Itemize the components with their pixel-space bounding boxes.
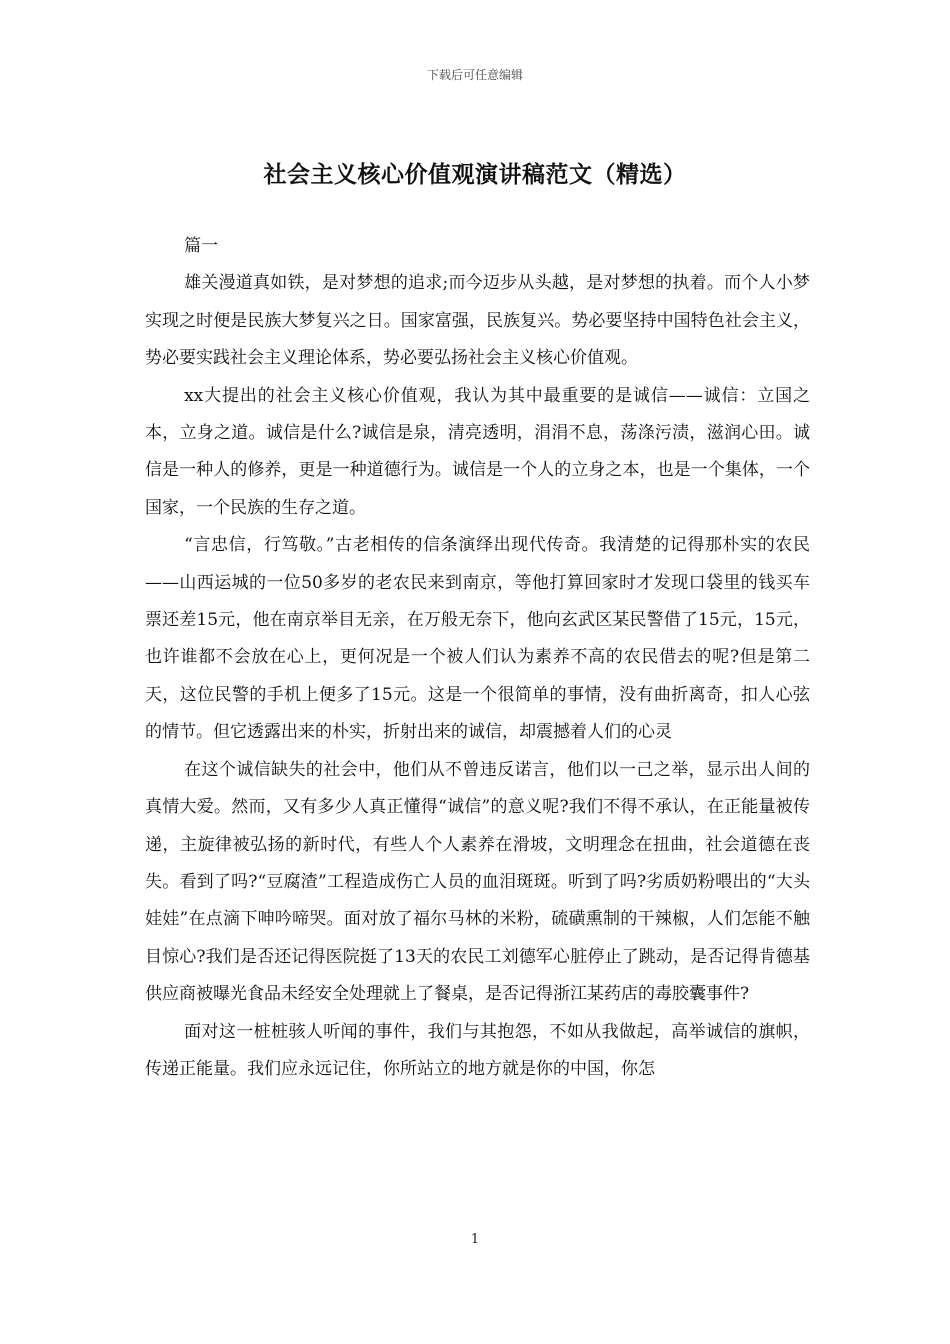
document-body	[145, 228, 810, 1088]
paragraph: xx大提出的社会主义核心价值观，我认为其中最重要的是诚信——诚信：立国之本，立身之道。诚信是什么?诚信是泉，清亮透明，涓涓不息，荡涤污渍，滋润心田。诚信是一种人的修养，更是一种道德行为。诚信是一个人的立身之本，也是一个集体，一个国家，一个民族的生存之道。	[145, 385, 810, 518]
paragraph: 面对这一桩桩骇人听闻的事件，我们与其抱怨，不如从我做起，高举诚信的旗帜，传递正能量。我们应永远记住，你所站立的地方就是你的中国，你怎	[145, 1021, 810, 1079]
paragraph: 雄关漫道真如铁，是对梦想的追求;而今迈步从头越，是对梦想的执着。而个人小梦实现之时便是民族大梦复兴之日。国家富强，民族复兴。势必要坚持中国特色社会主义，势必要实践社会主义理论体系，势必要弘扬社会主义核心价值观。	[145, 273, 810, 369]
document-title: 社会主义核心价值观演讲稿范文（精选）	[263, 161, 687, 188]
section-label: 篇一	[184, 236, 219, 256]
paragraph: “言忠信，行笃敬。”古老相传的信条演绎出现代传奇。我清楚的记得那朴实的农民——山西运城的一位50多岁的老农民来到南京，等他打算回家时才发现口袋里的钱买车票还差15元，他在南京举目无亲，在万般无奈下，他向玄武区某民警借了15元，15元，也许谁都不会放在心上，更何况是一个被人们认为素养不高的农民借去的呢?但是第二天，这位民警的手机上便多了15元。这是一个很简单的事情，没有曲折离奇，扣人心弦的情节。但它透露出来的朴实，折射出来的诚信，却震撼着人们的心灵	[145, 535, 810, 743]
page-number: 1	[470, 1232, 480, 1247]
paragraph: 在这个诚信缺失的社会中，他们从不曾违反诺言，他们以一己之举，显示出人间的真情大爱。然而，又有多少人真正懂得“诚信”的意义呢?我们不得不承认，在正能量被传递，主旋律被弘扬的新时代，有些人个人素养在滑坡，文明理念在扭曲，社会道德在丧失。看到了吗?“豆腐渣”工程造成伤亡人员的血泪斑斑。听到了吗?劣质奶粉喂出的“大头娃娃”在点滴下呻吟啼哭。面对放了福尔马林的米粉，硫磺熏制的干辣椒，人们怎能不触目惊心?我们是否还记得医院挺了13天的农民工刘德军心脏停止了跳动，是否记得肯德基供应商被曝光食品未经安全处理就上了餐桌，是否记得浙江某药店的毒胶囊事件?	[145, 759, 810, 1005]
header-note: 下载后可任意编辑	[426, 68, 523, 82]
